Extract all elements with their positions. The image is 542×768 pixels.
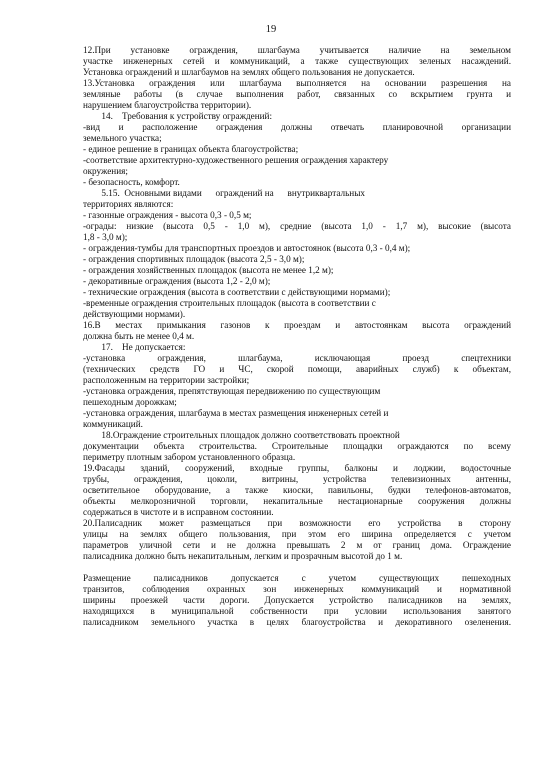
text-line: -вид и расположение ограждения должны отвечать планировочной организации [83, 122, 511, 132]
text-line: 1,8 - 3,0 м); [83, 232, 128, 242]
text-line: 18.Ограждение строительных площадок должно соответствовать проектной [83, 430, 400, 440]
text-line: должна быть не менее 0,4 м. [83, 331, 195, 341]
text-line: участке инженерных сетей и коммуникаций, а также существующих зеленых насаждений. [83, 56, 511, 66]
text-line: 19.Фасады зданий, сооружений, входные группы, балконы и лоджии, водосточные [83, 463, 511, 473]
text-line: 16.В местах примыкания газонов к проездам и автостоянкам высота ограждений [83, 320, 511, 330]
text-line: земельного участка; [83, 133, 162, 143]
document-body [83, 45, 511, 628]
text-line: Размещение палисадников допускается с учетом существующих пешеходных [83, 573, 511, 583]
text-line: -установка ограждения, шлагбаума в местах размещения инженерных сетей и [83, 408, 389, 418]
text-line: параметров уличной сети и не должна превышать 2 м от границ дома. Ограждение [83, 540, 511, 550]
text-line: коммуникаций. [83, 419, 143, 429]
text-line: - декоративные ограждения (высота 1,2 - 2,0 м); [83, 276, 271, 286]
text-line: 20.Палисадник может размещаться при возможности его устройства в сторону [83, 518, 511, 528]
text-line: расположенным на территории застройки; [83, 375, 250, 385]
text-line: находящихся в муниципальной собственности при условии использования занятого [83, 606, 511, 616]
text-line: 12.При установке ограждения, шлагбаума учитывается наличие на земельном [83, 45, 511, 55]
page-number: 19 [265, 24, 277, 35]
text-line: палисадника должно быть некапитальным, легким и прозрачным высотой до 1 м. [83, 551, 403, 561]
text-line: периметру плотным забором установленного образца. [83, 452, 296, 462]
text-line: -соответствие архитектурно-художественного решения ограждения характеру [83, 155, 389, 165]
text-line: -ограды: низкие (высота 0,5 - 1,0 м), средние (высота 1,0 - 1,7 м), высокие (высота [83, 221, 511, 231]
text-line: - ограждения спортивных площадок (высота 2,5 - 3,0 м); [83, 254, 305, 264]
text-line: -установка ограждения, препятствующая передвижению по существующим [83, 386, 381, 396]
text-line: Установка ограждений и шлагбаумов на землях общего пользования не допускается. [83, 67, 415, 77]
text-line [83, 562, 511, 573]
text-line: - единое решение в границах объекта благоустройства; [83, 144, 299, 154]
text-line: -установка ограждения, шлагбаума, исключающая проезд спецтехники [83, 353, 511, 363]
text-line: содержаться в чистоте и в исправном состоянии. [83, 507, 274, 517]
text-line: 13.Установка ограждения или шлагбаума выполняется на основании разрешения на [83, 78, 511, 88]
text-line: территориях являются: [83, 199, 174, 209]
text-line: объекты мелкорозничной торговли, некапитальные нестационарные сооружения должны [83, 496, 511, 506]
text-line: ширины проезжей части дороги. Допускается устройство палисадников на землях, [83, 595, 511, 605]
text-line: - технические ограждения (высота в соответствии с действующими нормами); [83, 287, 391, 297]
text-line: палисадником земельного участка в целях благоустройства и декоративного озеленения. [83, 617, 511, 627]
text-line: -временные ограждения строительных площадок (высота в соответствии с [83, 298, 376, 308]
text-line: 17. Не допускается: [83, 342, 186, 352]
text-line: земляные работы (в случае выполнения работ, связанных со вскрытием грунта и [83, 89, 511, 99]
text-line: улицы на землях общего пользования, при этом его ширина определяется с учетом [83, 529, 511, 539]
text-line: 14. Требования к устройству ограждений: [83, 111, 273, 121]
text-line: - ограждения-тумбы для транспортных проездов и автостоянок (высота 0,3 - 0,4 м); [83, 243, 411, 253]
text-line: пешеходным дорожкам; [83, 397, 177, 407]
text-line: окружения; [83, 166, 128, 176]
text-line: осветительное оборудование, а также киоски, павильоны, будки телефонов-автоматов, [83, 485, 511, 495]
text-line: нарушением благоустройства территории). [83, 100, 252, 110]
text-line: трубы, ограждения, цоколи, витрины, устройства телевизионных антенны, [83, 474, 511, 484]
text-line: (технических средств ГО и ЧС, скорой помощи, аварийных служб) к объектам, [83, 364, 511, 374]
text-line: 5.15. Основными видами ограждений на внутриквартальных [83, 188, 365, 198]
text-line: транзитов, соблюдения охранных зон инженерных коммуникаций и нормативной [83, 584, 511, 594]
text-line: - безопасность, комфорт. [83, 177, 180, 187]
text-line: документации объекта строительства. Строительные площадки ограждаются по всему [83, 441, 511, 451]
text-line: - газонные ограждения - высота 0,3 - 0,5 м; [83, 210, 252, 220]
text-line: - ограждения хозяйственных площадок (высота не менее 1,2 м); [83, 265, 334, 275]
text-line: действующими нормами). [83, 309, 186, 319]
